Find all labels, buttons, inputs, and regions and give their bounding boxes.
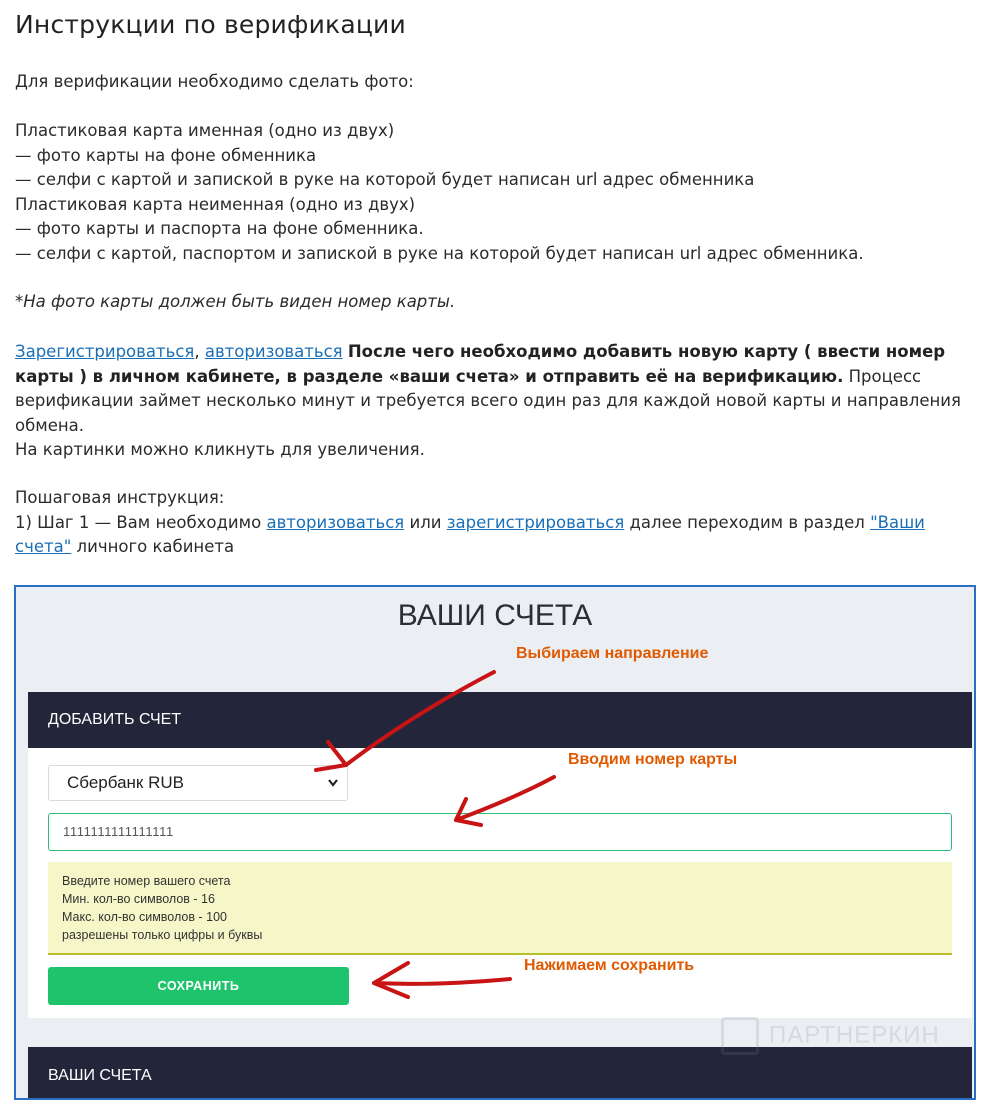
your-accounts-header: ВАШИ СЧЕТА bbox=[28, 1047, 972, 1100]
screenshot-title: ВАШИ СЧЕТА bbox=[397, 599, 593, 632]
direction-select[interactable] bbox=[48, 765, 348, 801]
unnamed-card-item: — селфи с картой, паспортом и запиской в руке на которой будет написан url адрес обменника. bbox=[15, 243, 864, 263]
accounts-link[interactable]: "Ваши счета" bbox=[15, 512, 925, 556]
steps-paragraph bbox=[15, 486, 975, 560]
card-number-input[interactable]: 1111111111111111 bbox=[48, 813, 952, 851]
card-number-note: *На фото карты должен быть виден номер карты. bbox=[15, 292, 456, 311]
unnamed-card-item: — фото карты и паспорта на фоне обменника. bbox=[15, 219, 424, 238]
step1-login-link[interactable]: авторизоваться bbox=[266, 512, 405, 532]
annotation-enter-card: Вводим номер карты bbox=[568, 751, 738, 768]
annotation-press-save: Нажимаем сохранить bbox=[524, 957, 695, 974]
intro-text: Для верификации необходимо сделать фото: bbox=[15, 72, 414, 91]
registration-paragraph bbox=[15, 340, 975, 463]
chevron-down-icon bbox=[327, 766, 339, 813]
step1-prefix: 1) Шаг 1 — Вам необходимо bbox=[15, 512, 262, 532]
named-card-item: — селфи с картой и запиской в руке на которой будет написан url адрес обменника bbox=[15, 170, 755, 189]
add-account-panel bbox=[28, 692, 972, 1018]
step1-register-link[interactable]: зарегистрироваться bbox=[446, 512, 625, 532]
instruction-screenshot[interactable] bbox=[14, 585, 976, 1100]
watermark-text: ПАРТНЕРКИН bbox=[769, 1021, 940, 1049]
annotation-choose-direction: Выбираем направление bbox=[516, 645, 709, 662]
page-title: Инструкции по верификации bbox=[15, 10, 406, 39]
step1-or: или bbox=[409, 512, 442, 532]
register-link[interactable]: Зарегистрироваться bbox=[15, 342, 195, 361]
unnamed-card-heading: Пластиковая карта неименная (одно из двух) bbox=[15, 194, 416, 214]
hint-line: Мин. кол-во символов - 16 bbox=[62, 892, 215, 906]
add-account-header: ДОБАВИТЬ СЧЕТ bbox=[28, 692, 972, 748]
login-link[interactable]: авторизоваться bbox=[204, 342, 343, 361]
hint-line: Макс. кол-во символов - 100 bbox=[62, 910, 227, 924]
partnerkin-logo-icon bbox=[721, 1017, 759, 1055]
step1-middle: далее переходим в раздел bbox=[629, 512, 865, 532]
named-card-block bbox=[15, 119, 975, 266]
hint-line: разрешены только цифры и буквы bbox=[62, 928, 263, 942]
save-button[interactable]: СОХРАНИТЬ bbox=[48, 967, 349, 1005]
note-text bbox=[15, 290, 975, 315]
direction-select-value: Сбербанк RUB bbox=[67, 773, 184, 792]
watermark bbox=[721, 1017, 940, 1055]
click-hint: На картинки можно кликнуть для увеличения. bbox=[15, 440, 425, 459]
card-number-hint bbox=[48, 862, 952, 955]
process-text: Процесс верификации займет несколько минут и требуется всего один раз для каждой новой карты и направления обмена. bbox=[15, 366, 961, 435]
step1-suffix: личного кабинета bbox=[76, 537, 235, 556]
bold-instruction: После чего необходимо добавить новую карту ( ввести номер карты ) в личном кабинете, в разделе «ваши счета» и отправить её на верификацию. bbox=[15, 342, 946, 386]
named-card-heading: Пластиковая карта именная (одно из двух) bbox=[15, 121, 395, 140]
comma: , bbox=[194, 342, 200, 361]
hint-line: Введите номер вашего счета bbox=[62, 874, 231, 888]
steps-heading: Пошаговая инструкция: bbox=[15, 488, 225, 507]
named-card-item: — фото карты на фоне обменника bbox=[15, 145, 317, 165]
